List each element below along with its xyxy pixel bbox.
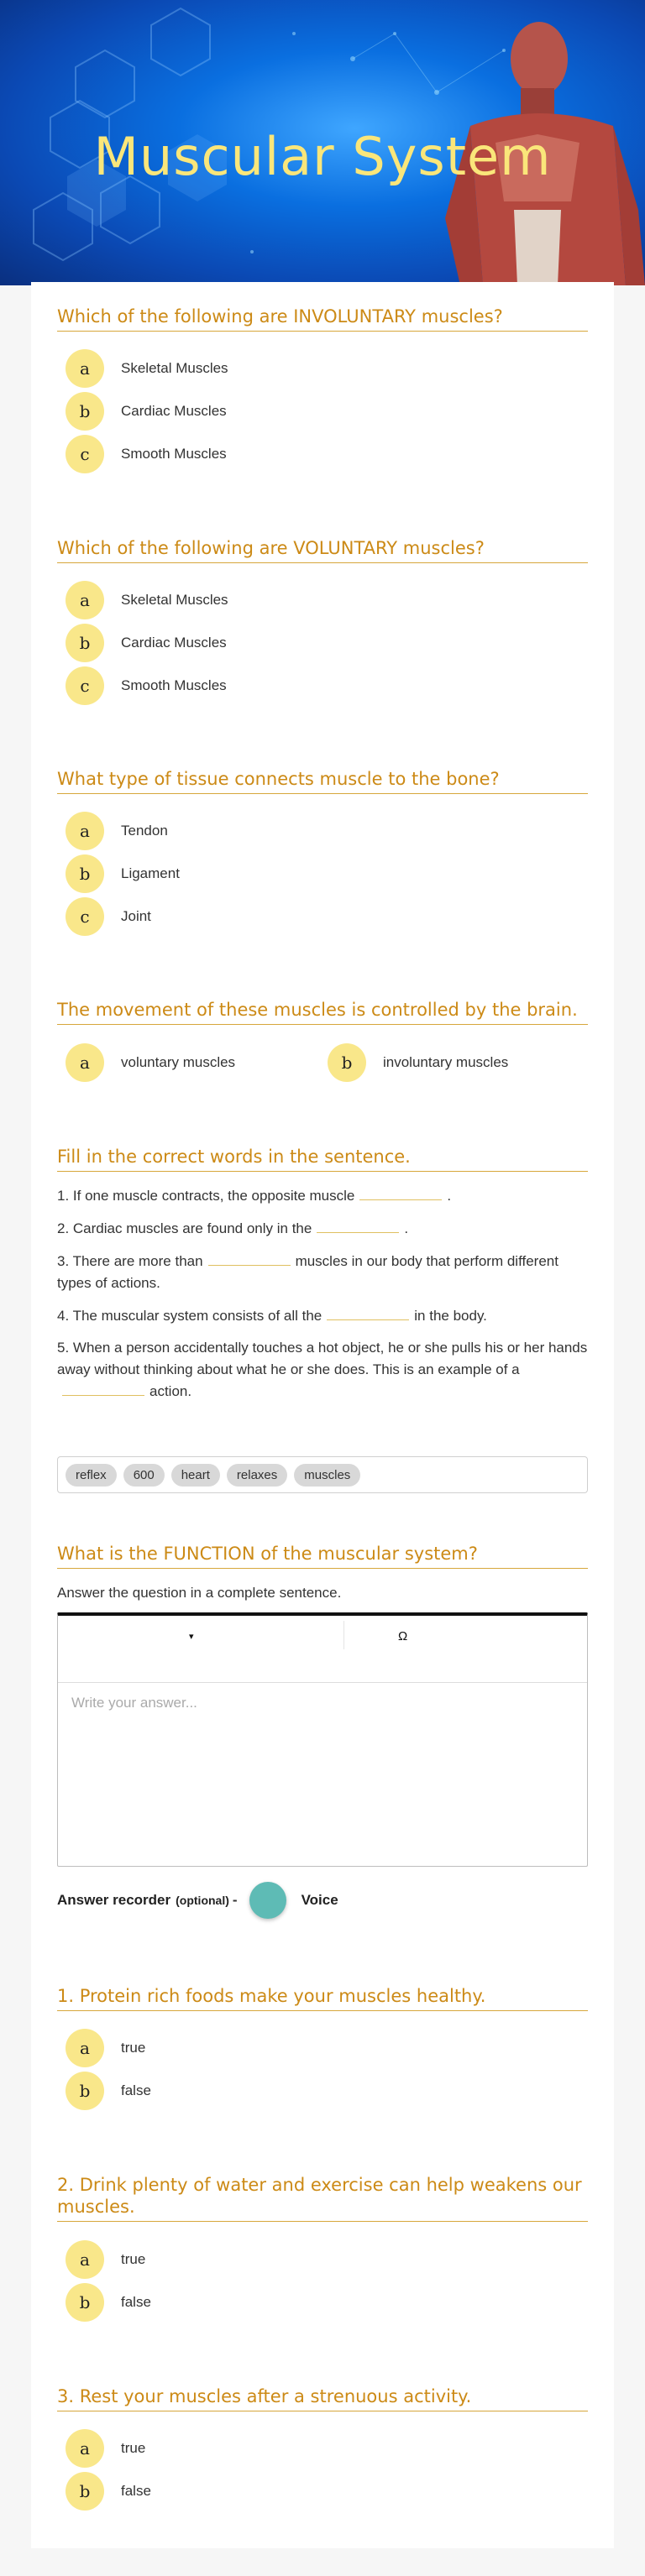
special-character-icon[interactable]: Ω (398, 1629, 408, 1643)
answer-option[interactable] (66, 2471, 151, 2511)
answer-option[interactable] (66, 2071, 151, 2111)
sentence-text: action. (149, 1383, 192, 1399)
toolbar-divider (343, 1621, 344, 1649)
option-label: true (121, 2440, 146, 2456)
question-title: What is the FUNCTION of the muscular system? (57, 1543, 588, 1569)
answer-option[interactable] (66, 854, 180, 894)
answer-option[interactable] (66, 623, 227, 663)
option-letter-badge: a (66, 2029, 104, 2067)
word-chip[interactable]: 600 (123, 1464, 165, 1487)
answer-option[interactable] (66, 2428, 145, 2469)
option-label: Tendon (121, 823, 168, 839)
question-title: 1. Protein rich foods make your muscles healthy. (57, 1985, 588, 2011)
option-letter-badge: a (66, 2240, 104, 2279)
sentence-text: 1. If one muscle contracts, the opposite muscle (57, 1188, 355, 1204)
answer-option[interactable] (328, 1042, 508, 1083)
option-label: Skeletal Muscles (121, 592, 228, 608)
option-letter-badge: a (66, 1043, 104, 1082)
fill-sentence (57, 1337, 588, 1403)
blank-drop-zone[interactable] (62, 1381, 144, 1396)
page-title: Muscular System (93, 126, 552, 187)
header-banner (0, 0, 645, 285)
sentence-text: 4. The muscular system consists of all the (57, 1308, 322, 1324)
question-title: What type of tissue connects muscle to the bone? (57, 768, 588, 794)
option-letter-badge: a (66, 581, 104, 619)
word-chip[interactable]: relaxes (227, 1464, 287, 1487)
option-label: Cardiac Muscles (121, 403, 227, 419)
answer-recorder (57, 1880, 338, 1920)
answer-option[interactable] (66, 348, 228, 389)
fill-sentence (57, 1185, 588, 1207)
option-letter-badge: c (66, 435, 104, 473)
answer-option[interactable] (66, 391, 227, 431)
option-letter-badge: b (66, 2283, 104, 2322)
word-chip[interactable]: muscles (294, 1464, 360, 1487)
option-label: true (121, 2251, 146, 2267)
word-chip[interactable]: reflex (66, 1464, 117, 1487)
option-label: Skeletal Muscles (121, 360, 228, 376)
option-label: Smooth Muscles (121, 446, 227, 462)
option-letter-badge: b (66, 2072, 104, 2110)
sentence-text: . (447, 1188, 452, 1204)
sentence-text: in the body. (414, 1308, 487, 1324)
question-title: Which of the following are VOLUNTARY muscles? (57, 537, 588, 563)
fill-sentence (57, 1218, 588, 1240)
option-label: Joint (121, 908, 151, 924)
option-label: Ligament (121, 865, 180, 881)
recorder-optional-label: (optional) (176, 1894, 229, 1907)
format-dropdown-chevron-icon[interactable]: ▾ (189, 1632, 194, 1642)
answer-option[interactable] (66, 580, 228, 620)
option-letter-badge: b (328, 1043, 366, 1082)
word-bank (57, 1456, 588, 1493)
option-letter-badge: c (66, 897, 104, 936)
blank-drop-zone[interactable] (327, 1305, 409, 1320)
option-letter-badge: a (66, 2429, 104, 2468)
option-label: false (121, 2294, 151, 2310)
answer-textarea[interactable] (58, 1683, 587, 1863)
question-title: Fill in the correct words in the sentence. (57, 1146, 588, 1172)
instruction-text: Answer the question in a complete sentence. (57, 1585, 342, 1601)
sentence-text: 2. Cardiac muscles are found only in the (57, 1220, 312, 1236)
option-letter-badge: a (66, 812, 104, 850)
answer-option[interactable] (66, 2028, 145, 2068)
editor-toolbar (58, 1616, 587, 1683)
question-title: Which of the following are INVOLUNTARY muscles? (57, 306, 588, 332)
answer-option[interactable] (66, 2239, 145, 2280)
answer-option[interactable] (66, 2282, 151, 2323)
option-letter-badge: b (66, 854, 104, 893)
question-title: 2. Drink plenty of water and exercise can help weakens our muscles. (57, 2174, 588, 2222)
fill-sentence (57, 1305, 588, 1327)
answer-option[interactable] (66, 811, 168, 851)
sentence-text: . (404, 1220, 409, 1236)
option-label: voluntary muscles (121, 1054, 236, 1070)
option-label: Smooth Muscles (121, 677, 227, 693)
recorder-dash: - (232, 1892, 238, 1908)
blank-drop-zone[interactable] (317, 1218, 399, 1233)
option-letter-badge: b (66, 2472, 104, 2511)
record-voice-button[interactable] (249, 1882, 286, 1919)
recorder-label: Answer recorder (57, 1892, 171, 1908)
option-label: Cardiac Muscles (121, 635, 227, 651)
word-chip[interactable]: heart (171, 1464, 220, 1487)
option-letter-badge: b (66, 624, 104, 662)
sentence-text: muscles in our body that perform different types of actions. (57, 1253, 558, 1291)
blank-drop-zone[interactable] (359, 1185, 442, 1200)
option-letter-badge: a (66, 349, 104, 388)
blank-drop-zone[interactable] (208, 1251, 291, 1266)
rich-text-editor (57, 1612, 588, 1867)
option-label: false (121, 2483, 151, 2499)
question-title: The movement of these muscles is controlled by the brain. (57, 999, 588, 1025)
answer-option[interactable] (66, 666, 227, 706)
option-label: false (121, 2082, 151, 2098)
option-letter-badge: c (66, 666, 104, 705)
option-label: true (121, 2040, 146, 2056)
answer-option[interactable] (66, 434, 227, 474)
fill-sentence (57, 1251, 588, 1294)
option-letter-badge: b (66, 392, 104, 431)
sentence-text: 3. There are more than (57, 1253, 203, 1269)
answer-option[interactable] (66, 896, 151, 937)
voice-label: Voice (301, 1892, 338, 1908)
option-label: involuntary muscles (383, 1054, 509, 1070)
sentence-text: 5. When a person accidentally touches a hot object, he or she pulls his or her hands away without thinking about what he or she does. This is an example of a (57, 1340, 588, 1377)
question-title: 3. Rest your muscles after a strenuous activity. (57, 2385, 588, 2411)
answer-option[interactable] (66, 1042, 235, 1083)
